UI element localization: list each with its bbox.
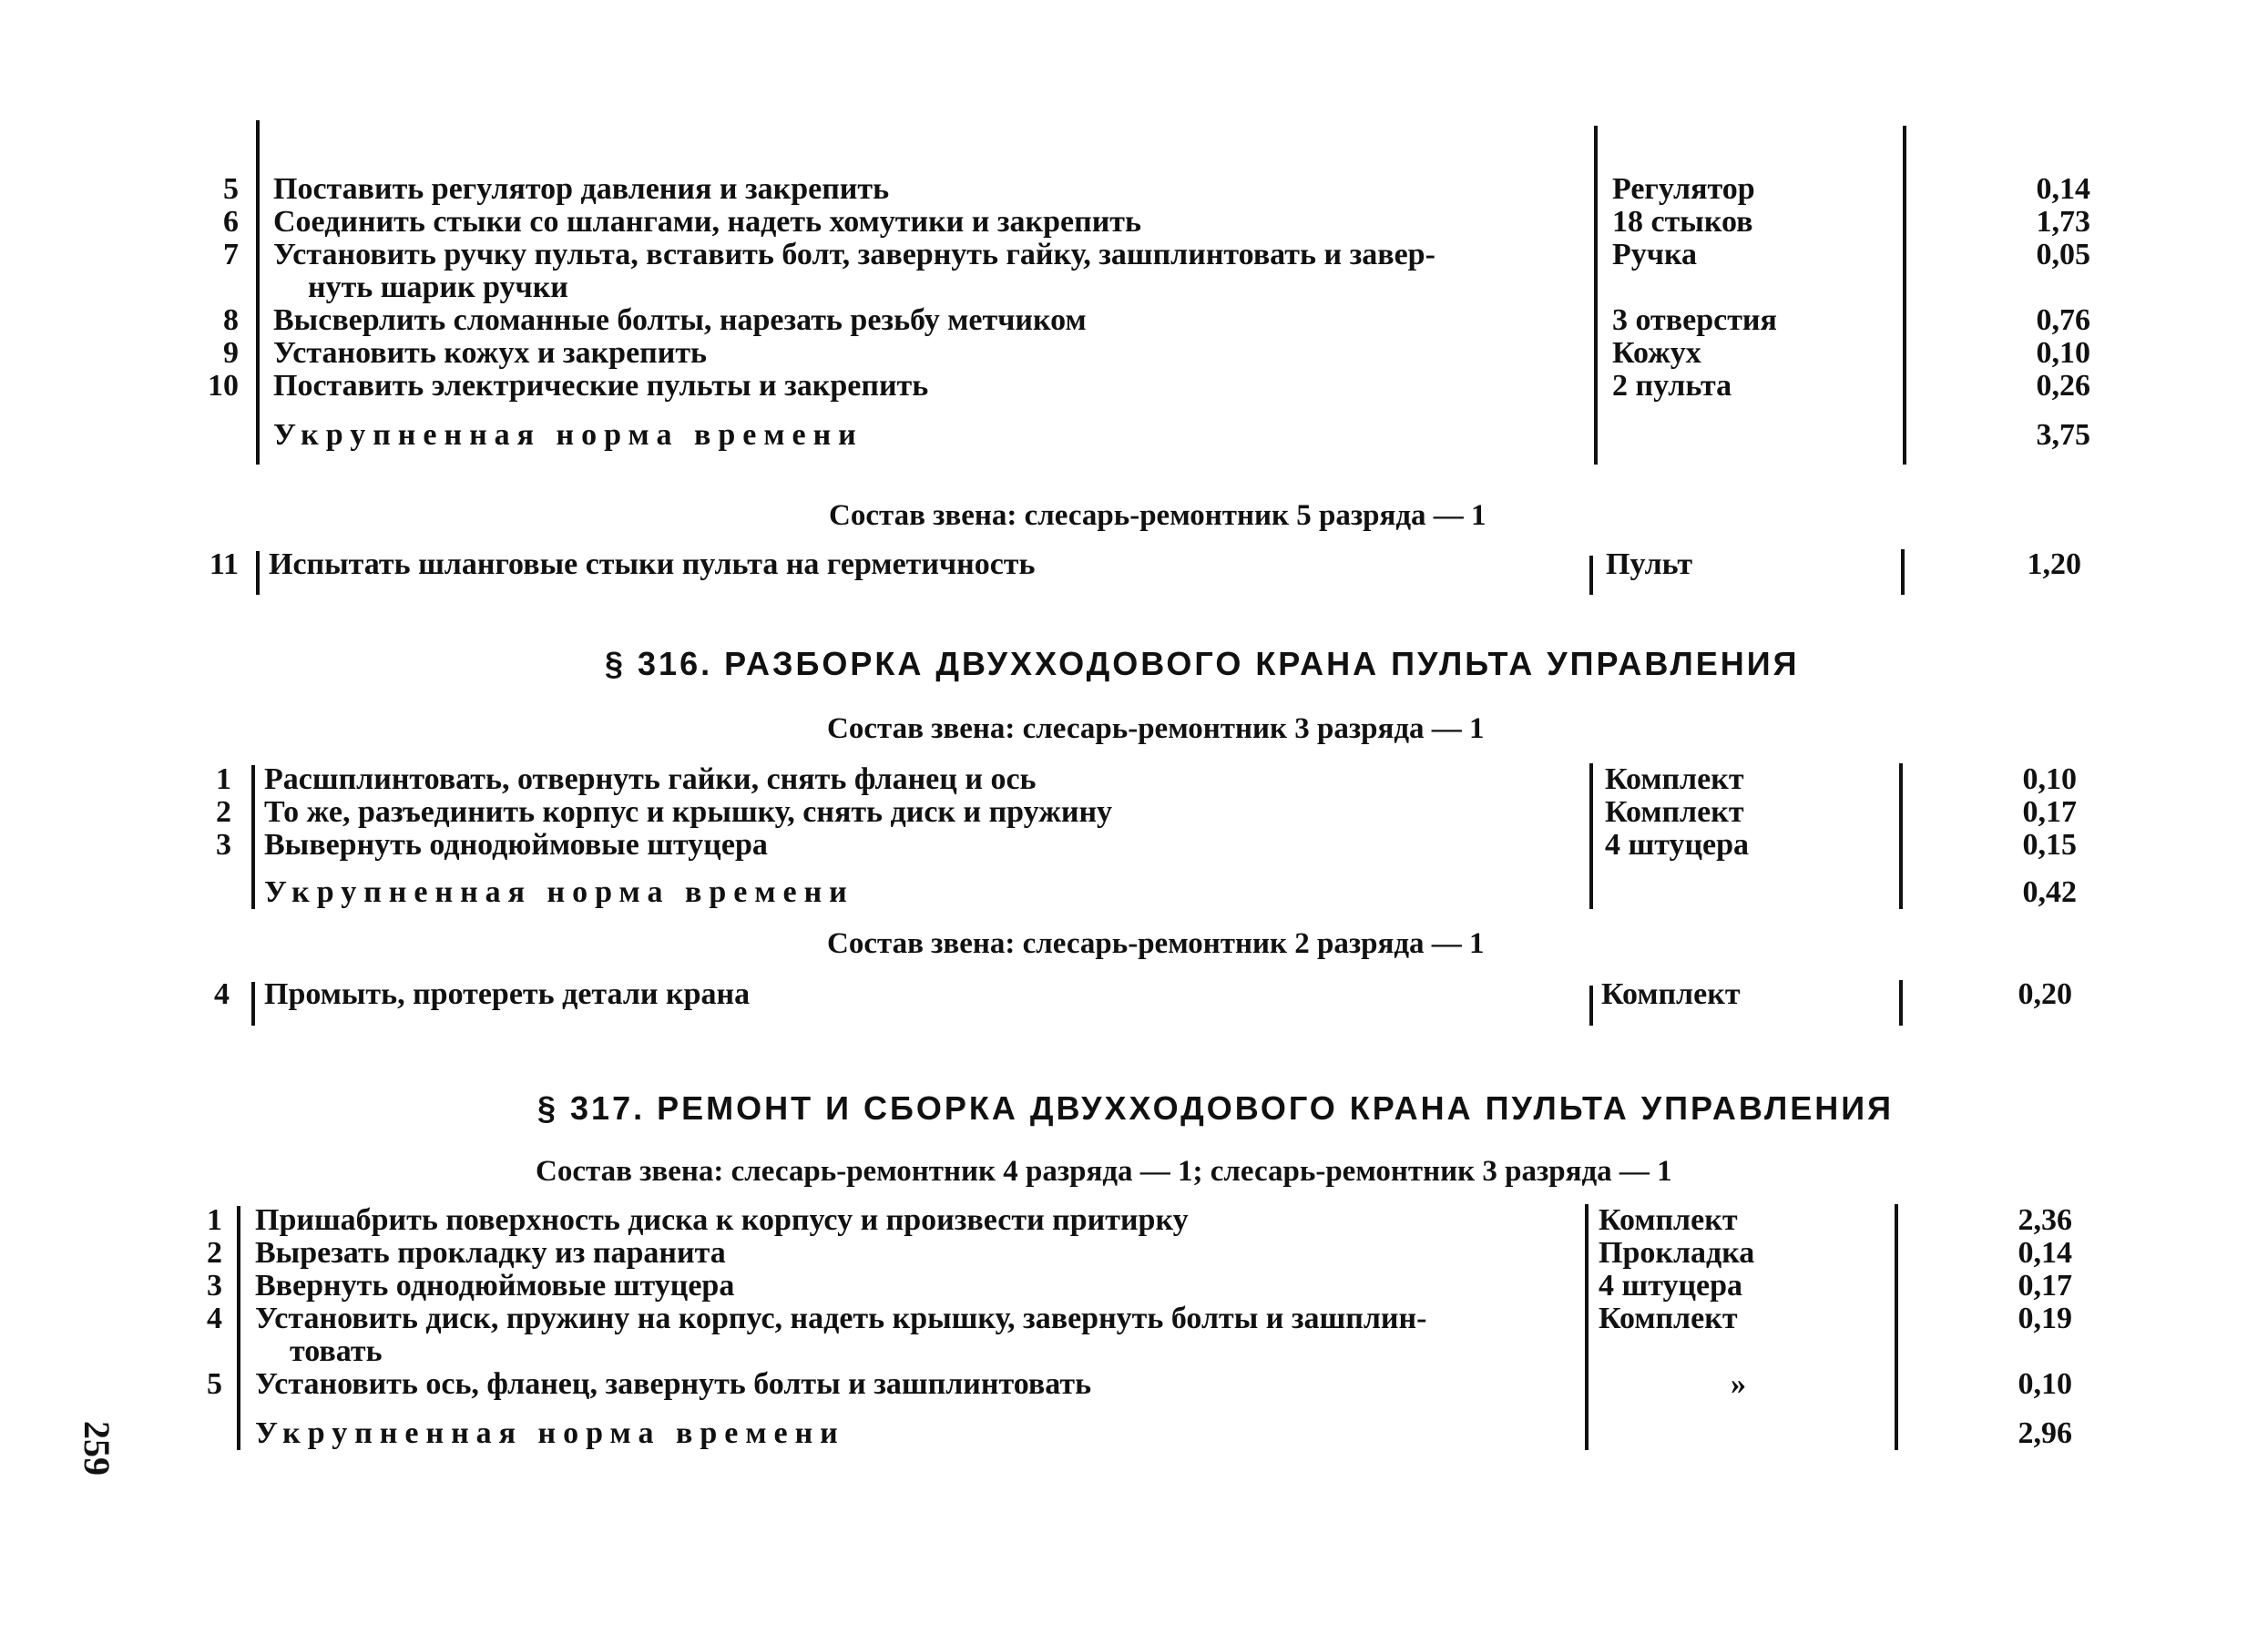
operation-text: Расшплинтовать, отвернуть гайки, снять фланец и ось [264,762,1037,796]
row-number: 8 [223,303,239,337]
table-row [0,206,2268,239]
table-row [0,304,2268,337]
norm-value: 0,17 [2018,1269,2072,1303]
operation-text: То же, разъединить корпус и крышку, снять диск и пружину [264,795,1113,829]
unit-text: Комплект [1605,795,1744,829]
operation-text: Вывернуть однодюймовые штуцера [264,828,768,862]
unit-text: 4 штуцера [1599,1269,1743,1303]
row-number: 10 [208,369,239,403]
unit-text: Комплект [1605,762,1744,796]
row-number: 3 [216,828,231,862]
unit-text: Комплект [1601,977,1741,1011]
unit-text: Комплект [1599,1203,1738,1237]
table-row [0,337,2268,370]
operation-text: Установить ось, фланец, завернуть болты и зашплинтовать [255,1367,1092,1401]
total-label: Укрупненная норма времени [255,1416,845,1450]
row-number: 2 [207,1236,222,1270]
table-row [0,548,2268,581]
norm-value: 0,10 [2018,1367,2072,1401]
table-row [0,1368,2268,1401]
norm-value: 0,14 [2018,1236,2072,1270]
table-row-continuation [0,271,2268,304]
table-row [0,978,2268,1011]
unit-text: 4 штуцера [1605,828,1750,862]
row-number: 4 [207,1302,222,1335]
unit-text: Пульт [1606,547,1693,581]
row-number: 4 [214,977,230,1011]
total-value: 0,42 [2022,875,2077,909]
total-value: 3,75 [2036,418,2090,452]
operation-text: Вырезать прокладку из паранита [255,1236,726,1270]
operation-text: Установить ручку пульта, вставить болт, завернуть гайку, зашплинтовать и завер- [273,238,1435,271]
norm-value: 0,17 [2022,795,2077,829]
row-number: 7 [223,238,239,271]
norm-value: 0,19 [2018,1302,2072,1335]
total-row [0,419,2268,452]
table-row [0,1237,2268,1270]
crew-composition: Состав звена: слесарь-ремонтник 2 разряда — 1 [827,927,1485,960]
page-number: 259 [77,1421,117,1476]
total-row [0,1417,2268,1450]
operation-text: Соединить стыки со шлангами, надеть хомутики и закрепить [273,205,1141,239]
unit-text: Кожух [1612,336,1701,370]
total-row [0,876,2268,909]
unit-text: Прокладка [1599,1236,1755,1270]
crew-composition: Состав звена: слесарь-ремонтник 5 разряда — 1 [829,499,1486,532]
norm-value: 0,05 [2036,238,2090,271]
unit-text: Регулятор [1612,172,1755,206]
operation-text: Установить кожух и закрепить [273,336,708,370]
norm-value: 0,15 [2022,828,2077,862]
total-label: Укрупненная норма времени [264,875,854,909]
table-row [0,1303,2268,1335]
section-317-heading: § 317. РЕМОНТ И СБОРКА ДВУХХОДОВОГО КРАНА ПУЛЬТА УПРАВЛЕНИЯ [537,1089,1894,1127]
operation-text: Пришабрить поверхность диска к корпусу и произвести притирку [255,1203,1189,1237]
operation-text: Испытать шланговые стыки пульта на герметичность [269,547,1036,581]
unit-text: 3 отверстия [1612,303,1777,337]
unit-text: Комплект [1599,1302,1738,1335]
unit-text: 2 пульта [1612,369,1732,403]
norm-value: 0,10 [2022,762,2077,796]
table-row [0,1204,2268,1237]
unit-text: 18 стыков [1612,205,1753,239]
row-number: 6 [223,205,239,239]
norm-value: 0,10 [2036,336,2090,370]
row-number: 11 [209,547,239,581]
norm-value: 0,26 [2036,369,2090,403]
operation-text: Ввернуть однодюймовые штуцера [255,1269,735,1303]
operation-text-continued: нуть шарик ручки [308,271,568,304]
table-row [0,796,2268,829]
norm-value: 0,76 [2036,303,2090,337]
table-row [0,829,2268,862]
row-number: 1 [216,762,231,796]
norm-value: 0,14 [2036,172,2090,206]
norm-value: 0,20 [2018,977,2072,1011]
norm-value: 1,20 [2027,547,2081,581]
table-row [0,239,2268,271]
table-row [0,763,2268,796]
total-label: Укрупненная норма времени [273,418,863,452]
operation-text: Установить диск, пружину на корпус, надеть крышку, завернуть болты и зашплин- [255,1302,1427,1335]
operation-text: Высверлить сломанные болты, нарезать резьбу метчиком [273,303,1087,337]
row-number: 5 [223,172,239,206]
operation-text: Поставить электрические пульты и закрепить [273,369,929,403]
row-number: 5 [207,1367,222,1401]
norm-value: 1,73 [2036,205,2090,239]
crew-composition: Состав звена: слесарь-ремонтник 3 разряда — 1 [827,712,1485,745]
total-value: 2,96 [2018,1416,2072,1450]
operation-text-continued: товать [290,1334,383,1368]
table-row-continuation [0,1335,2268,1368]
row-number: 3 [207,1269,222,1303]
section-316-heading: § 316. РАЗБОРКА ДВУХХОДОВОГО КРАНА ПУЛЬТА УПРАВЛЕНИЯ [605,645,1800,682]
table-row [0,370,2268,403]
crew-composition: Состав звена: слесарь-ремонтник 4 разряда — 1; слесарь-ремонтник 3 разряда — 1 [536,1155,1672,1188]
row-number: 9 [223,336,239,370]
table-row [0,1270,2268,1303]
table-row [0,173,2268,206]
row-number: 1 [207,1203,222,1237]
unit-ditto-mark: » [1731,1367,1746,1401]
operation-text: Промыть, протереть детали крана [264,977,751,1011]
operation-text: Поставить регулятор давления и закрепить [273,172,890,206]
norm-value: 2,36 [2018,1203,2072,1237]
row-number: 2 [216,795,231,829]
unit-text: Ручка [1612,238,1698,271]
